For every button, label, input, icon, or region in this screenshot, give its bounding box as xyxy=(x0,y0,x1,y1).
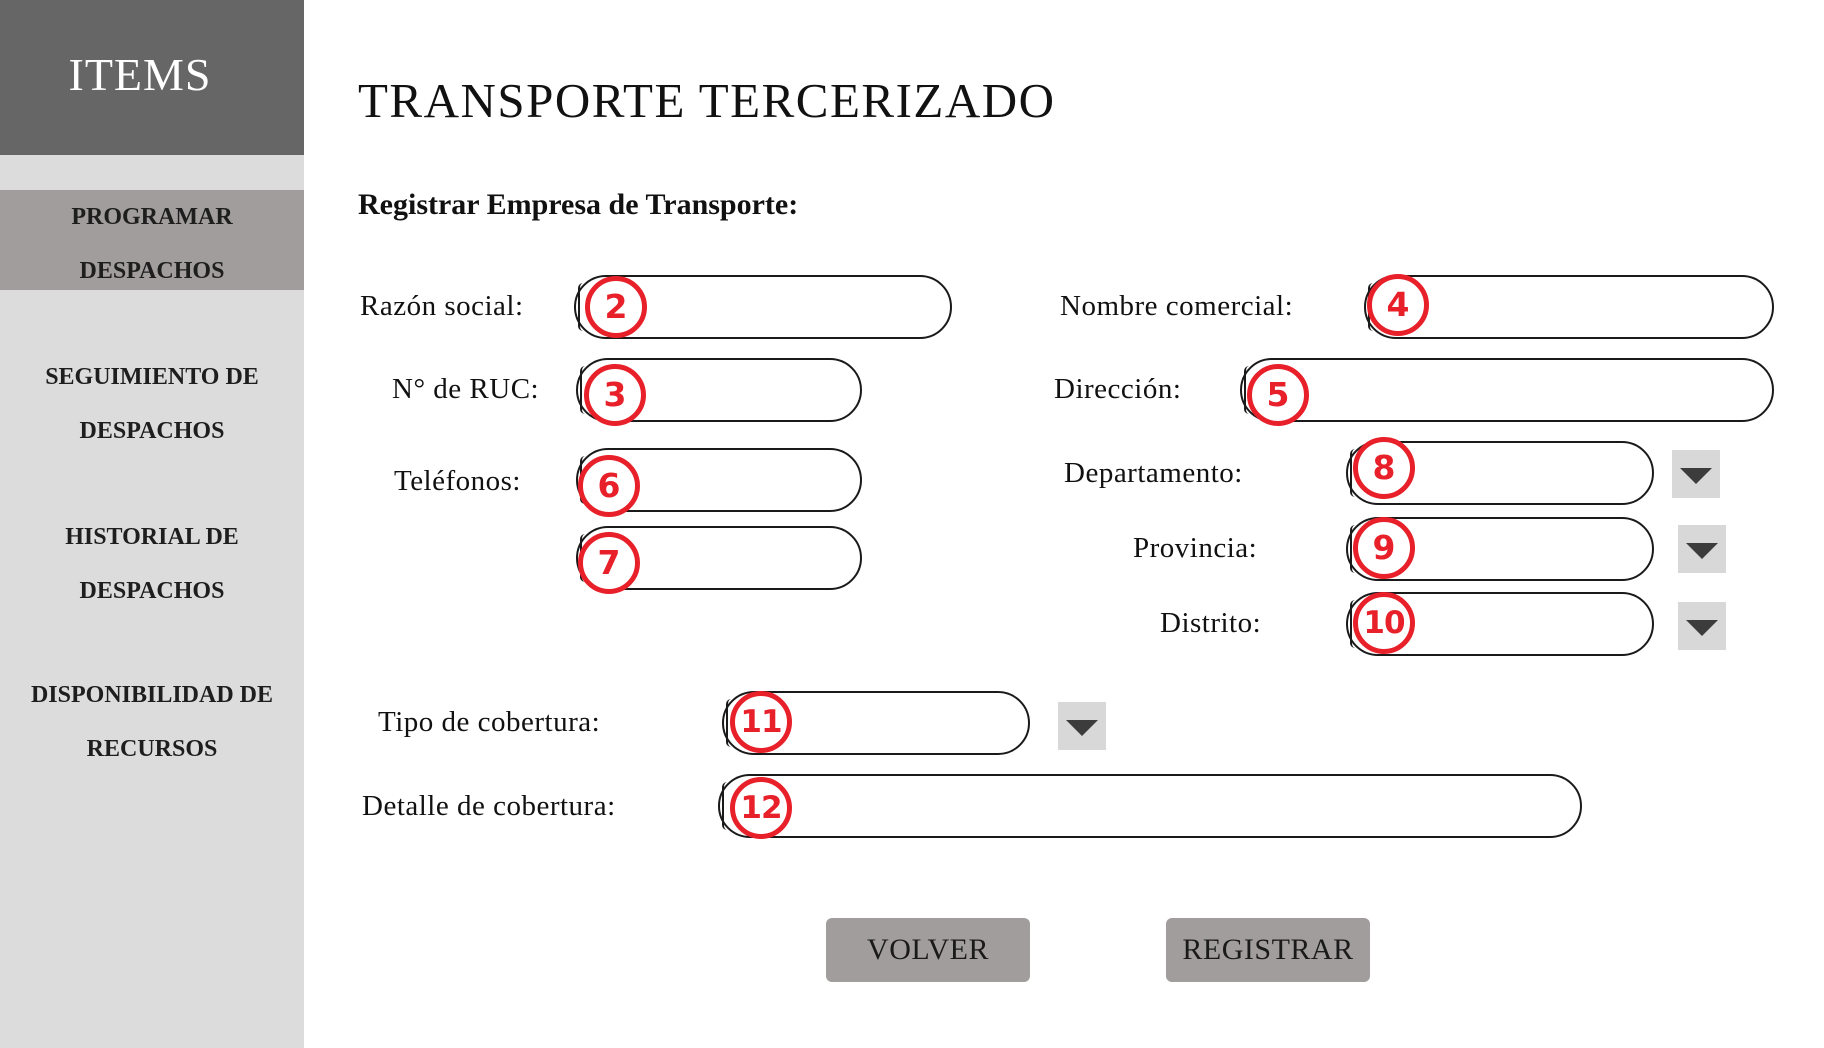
ruc-label: N° de RUC: xyxy=(392,373,540,405)
tipo-cobertura-dropdown-icon[interactable] xyxy=(1058,702,1106,750)
register-button[interactable]: REGISTRAR xyxy=(1166,918,1370,982)
sidebar-item-label: DESPACHOS xyxy=(79,258,225,284)
field-marker-4: 4 xyxy=(1367,274,1429,336)
sidebar-item-seguimiento-despachos[interactable] xyxy=(0,350,304,460)
field-marker-11: 11 xyxy=(730,691,792,753)
section-title: Registrar Empresa de Transporte: xyxy=(358,188,799,221)
direccion-label: Dirección: xyxy=(1054,373,1182,405)
sidebar-item-label: DESPACHOS xyxy=(79,578,225,604)
nombre-comercial-label: Nombre comercial: xyxy=(1060,290,1294,322)
sidebar-item-label: DISPONIBILIDAD DE xyxy=(30,682,274,708)
sidebar-title: ITEMS xyxy=(68,49,212,100)
telefonos-label: Teléfonos: xyxy=(394,465,521,497)
field-marker-9: 9 xyxy=(1353,517,1415,579)
direccion-input[interactable] xyxy=(1240,358,1774,422)
sidebar-item-label: HISTORIAL DE xyxy=(65,524,239,550)
sidebar-item-label: RECURSOS xyxy=(86,736,218,762)
field-marker-3: 3 xyxy=(584,364,646,426)
provincia-dropdown-icon[interactable] xyxy=(1678,525,1726,573)
detalle-cobertura-label: Detalle de cobertura: xyxy=(362,790,616,822)
razon-social-label: Razón social: xyxy=(360,290,524,322)
provincia-label: Provincia: xyxy=(1133,532,1258,564)
distrito-dropdown-icon[interactable] xyxy=(1678,602,1726,650)
sidebar xyxy=(0,0,304,1048)
tipo-cobertura-label: Tipo de cobertura: xyxy=(378,706,601,738)
field-marker-8: 8 xyxy=(1353,437,1415,499)
departamento-label: Departamento: xyxy=(1064,457,1243,489)
distrito-label: Distrito: xyxy=(1160,607,1262,639)
sidebar-item-label: PROGRAMAR xyxy=(71,204,233,230)
departamento-dropdown-icon[interactable] xyxy=(1672,450,1720,498)
sidebar-item-disponibilidad-recursos[interactable] xyxy=(0,668,304,778)
field-marker-2: 2 xyxy=(585,276,647,338)
field-marker-7: 7 xyxy=(578,532,640,594)
field-marker-6: 6 xyxy=(578,455,640,517)
sidebar-item-label: SEGUIMIENTO DE xyxy=(45,364,259,390)
field-marker-12: 12 xyxy=(730,777,792,839)
sidebar-header xyxy=(0,0,304,155)
sidebar-item-historial-despachos[interactable] xyxy=(0,510,304,620)
field-marker-5: 5 xyxy=(1247,364,1309,426)
back-button[interactable]: VOLVER xyxy=(826,918,1030,982)
sidebar-item-programar-despachos[interactable] xyxy=(0,190,304,290)
page-title: TRANSPORTE TERCERIZADO xyxy=(358,73,1056,128)
field-marker-10: 10 xyxy=(1353,592,1415,654)
sidebar-item-label: DESPACHOS xyxy=(79,418,225,444)
detalle-cobertura-input[interactable] xyxy=(718,774,1582,838)
